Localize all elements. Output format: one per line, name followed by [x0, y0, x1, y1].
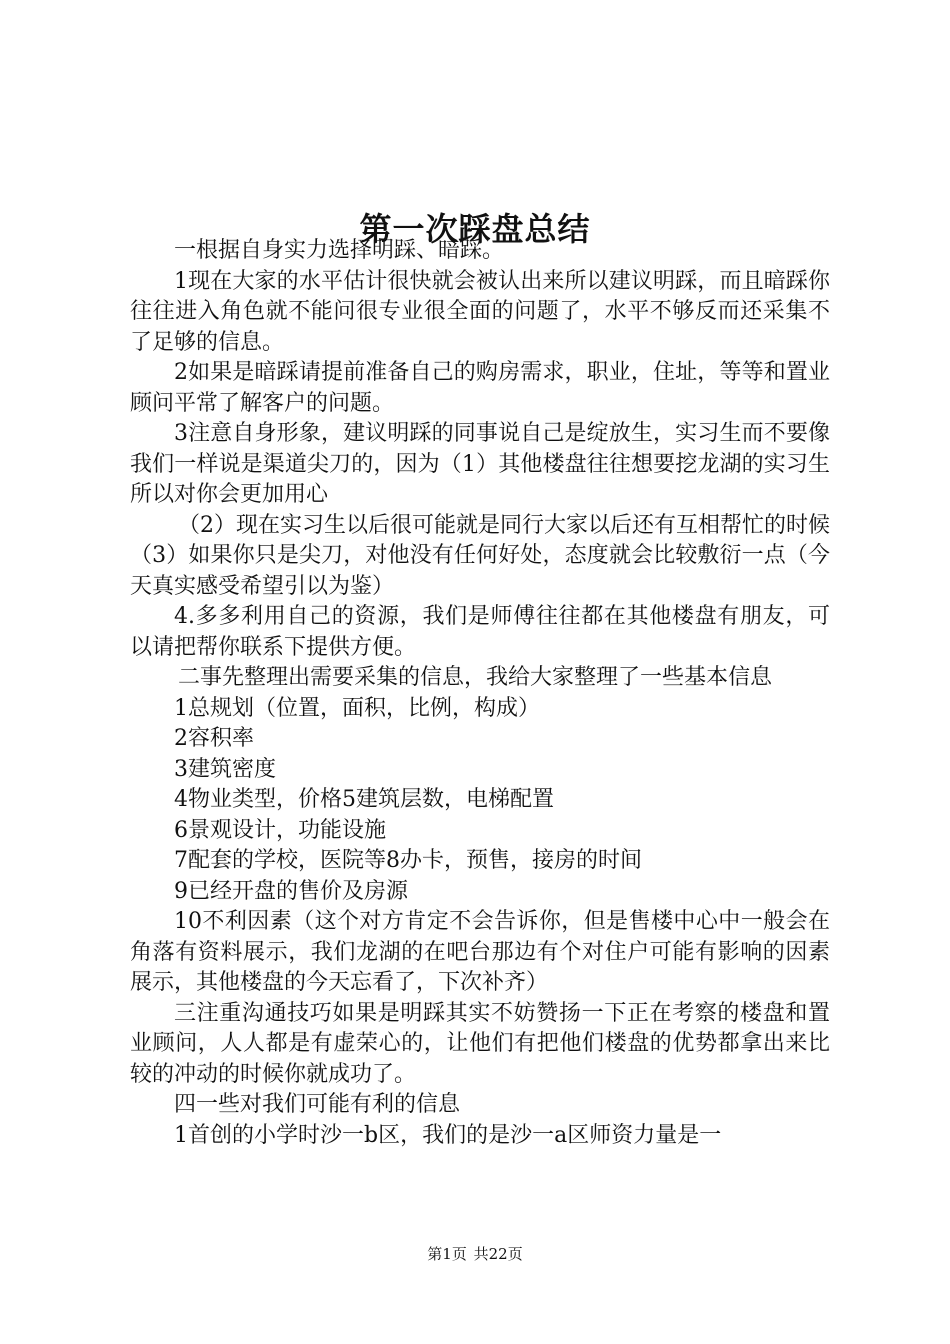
list-item: 1总规划（位置，面积，比例，构成） [174, 695, 540, 721]
paragraph: 4.多多利用自己的资源，我们是师傅往往都在其他楼盘有朋友，可以请把帮你联系下提供方便。 [130, 604, 830, 660]
paragraph: 一根据自身实力选择明踩、暗踩。 [174, 238, 505, 263]
list-item: 7配套的学校，医院等8办卡，预售，接房的时间 [174, 848, 642, 873]
page-title: 第一次踩盘总结 [359, 210, 591, 249]
paragraph: 三注重沟通技巧如果是明踩其实不妨赞扬一下正在考察的楼盘和置业顾问，人人都是有虚荣心的，让他们有把他们楼盘的优势都拿出来比较的冲动的时候你就成功了。 [130, 1000, 830, 1087]
list-item: 2容积率 [174, 726, 254, 751]
list-item: 6景观设计，功能设施 [174, 817, 386, 843]
paragraph: 二事先整理出需要采集的信息，我给大家整理了一些基本信息 [178, 665, 773, 690]
document-body [130, 236, 830, 1151]
paragraph: 四一些对我们可能有利的信息 [174, 1092, 461, 1117]
paragraph: 3注意自身形象，建议明踩的同事说自己是绽放生，实习生而不要像我们一样说是渠道尖刀的，因为（1）其他楼盘往往想要挖龙湖的实习生所以对你会更加用心 [130, 421, 830, 507]
list-item: 4物业类型，价格5建筑层数，电梯配置 [174, 787, 554, 812]
list-item: 9已经开盘的售价及房源 [174, 878, 408, 904]
page-footer: 第1页 共22页 [427, 1245, 523, 1263]
paragraph: 1现在大家的水平估计很快就会被认出来所以建议明踩，而且暗踩你往往进入角色就不能问很专业很全面的问题了，水平不够反而还采集不了足够的信息。 [130, 268, 830, 355]
paragraph: 1首创的小学时沙一b区，我们的是沙一a区师资力量是一 [174, 1122, 722, 1148]
list-item: 3建筑密度 [174, 756, 276, 782]
list-item: 10不利因素（这个对方肯定不会告诉你，但是售楼中心中一般会在角落有资料展示，我们龙湖的在吧台那边有个对住户可能有影响的因素展示，其他楼盘的今天忘看了，下次补齐） [130, 909, 830, 995]
paragraph: （2）现在实习生以后很可能就是同行大家以后还有互相帮忙的时候（3）如果你只是尖刀，对他没有任何好处，态度就会比较敷衍一点（今天真实感受希望引以为鉴） [130, 512, 830, 599]
paragraph: 2如果是暗踩请提前准备自己的购房需求，职业，住址，等等和置业顾问平常了解客户的问题。 [130, 360, 830, 416]
